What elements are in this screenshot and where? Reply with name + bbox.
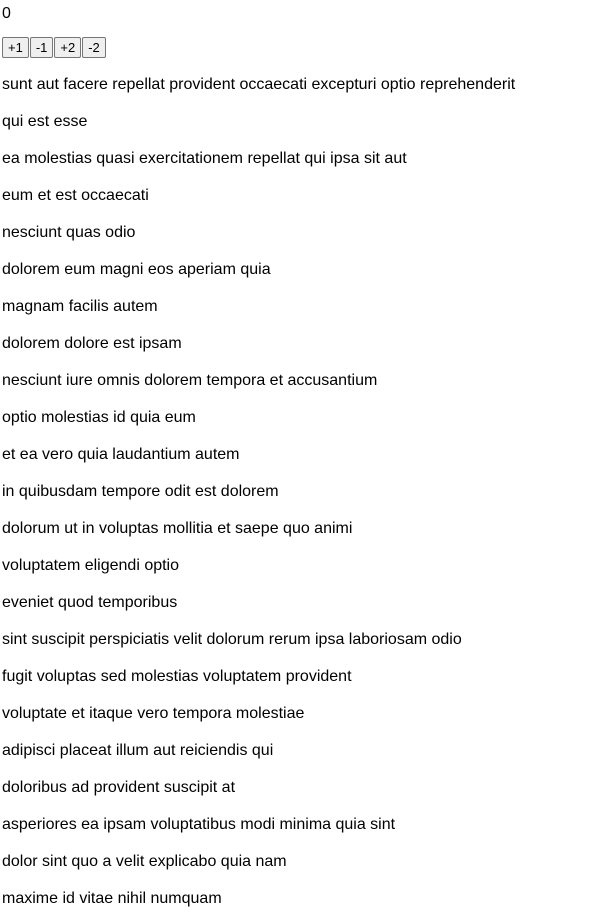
post-title: adipisci placeat illum aut reiciendis qui xyxy=(2,742,274,759)
decrement-1-button[interactable]: -1 xyxy=(30,37,54,58)
increment-1-button[interactable]: +1 xyxy=(2,37,29,58)
post-title: nesciunt quas odio xyxy=(2,224,136,241)
post-title: voluptate et itaque vero tempora molestiae xyxy=(2,705,305,722)
increment-2-button[interactable]: +2 xyxy=(54,37,81,58)
post-title: optio molestias id quia eum xyxy=(2,409,196,426)
post-title: voluptatem eligendi optio xyxy=(2,557,180,574)
post-title: asperiores ea ipsam voluptatibus modi minima quia sint xyxy=(2,816,396,833)
post-title: sint suscipit perspiciatis velit dolorum rerum ipsa laboriosam odio xyxy=(2,631,462,648)
post-title: doloribus ad provident suscipit at xyxy=(2,779,236,796)
post-title: magnam facilis autem xyxy=(2,298,158,315)
post-title: maxime id vitae nihil numquam xyxy=(2,890,222,907)
post-list xyxy=(2,66,612,917)
post-title: sunt aut facere repellat provident occaecati excepturi optio reprehenderit xyxy=(2,76,516,93)
post-title: qui est esse xyxy=(2,113,88,130)
decrement-2-button[interactable]: -2 xyxy=(82,37,106,58)
post-title: dolorum ut in voluptas mollitia et saepe quo animi xyxy=(2,520,353,537)
counter-value: 0 xyxy=(2,5,11,22)
post-title: dolor sint quo a velit explicabo quia nam xyxy=(2,853,287,870)
post-title: ea molestias quasi exercitationem repellat qui ipsa sit aut xyxy=(2,150,407,167)
post-title: et ea vero quia laudantium autem xyxy=(2,446,240,463)
post-title: eveniet quod temporibus xyxy=(2,594,178,611)
post-title: eum et est occaecati xyxy=(2,187,149,204)
post-title: fugit voluptas sed molestias voluptatem provident xyxy=(2,668,352,685)
post-title: dolorem dolore est ipsam xyxy=(2,335,182,352)
post-title: dolorem eum magni eos aperiam quia xyxy=(2,261,271,278)
post-title: nesciunt iure omnis dolorem tempora et accusantium xyxy=(2,372,378,389)
counter-controls xyxy=(2,28,612,66)
post-title: in quibusdam tempore odit est dolorem xyxy=(2,483,279,500)
